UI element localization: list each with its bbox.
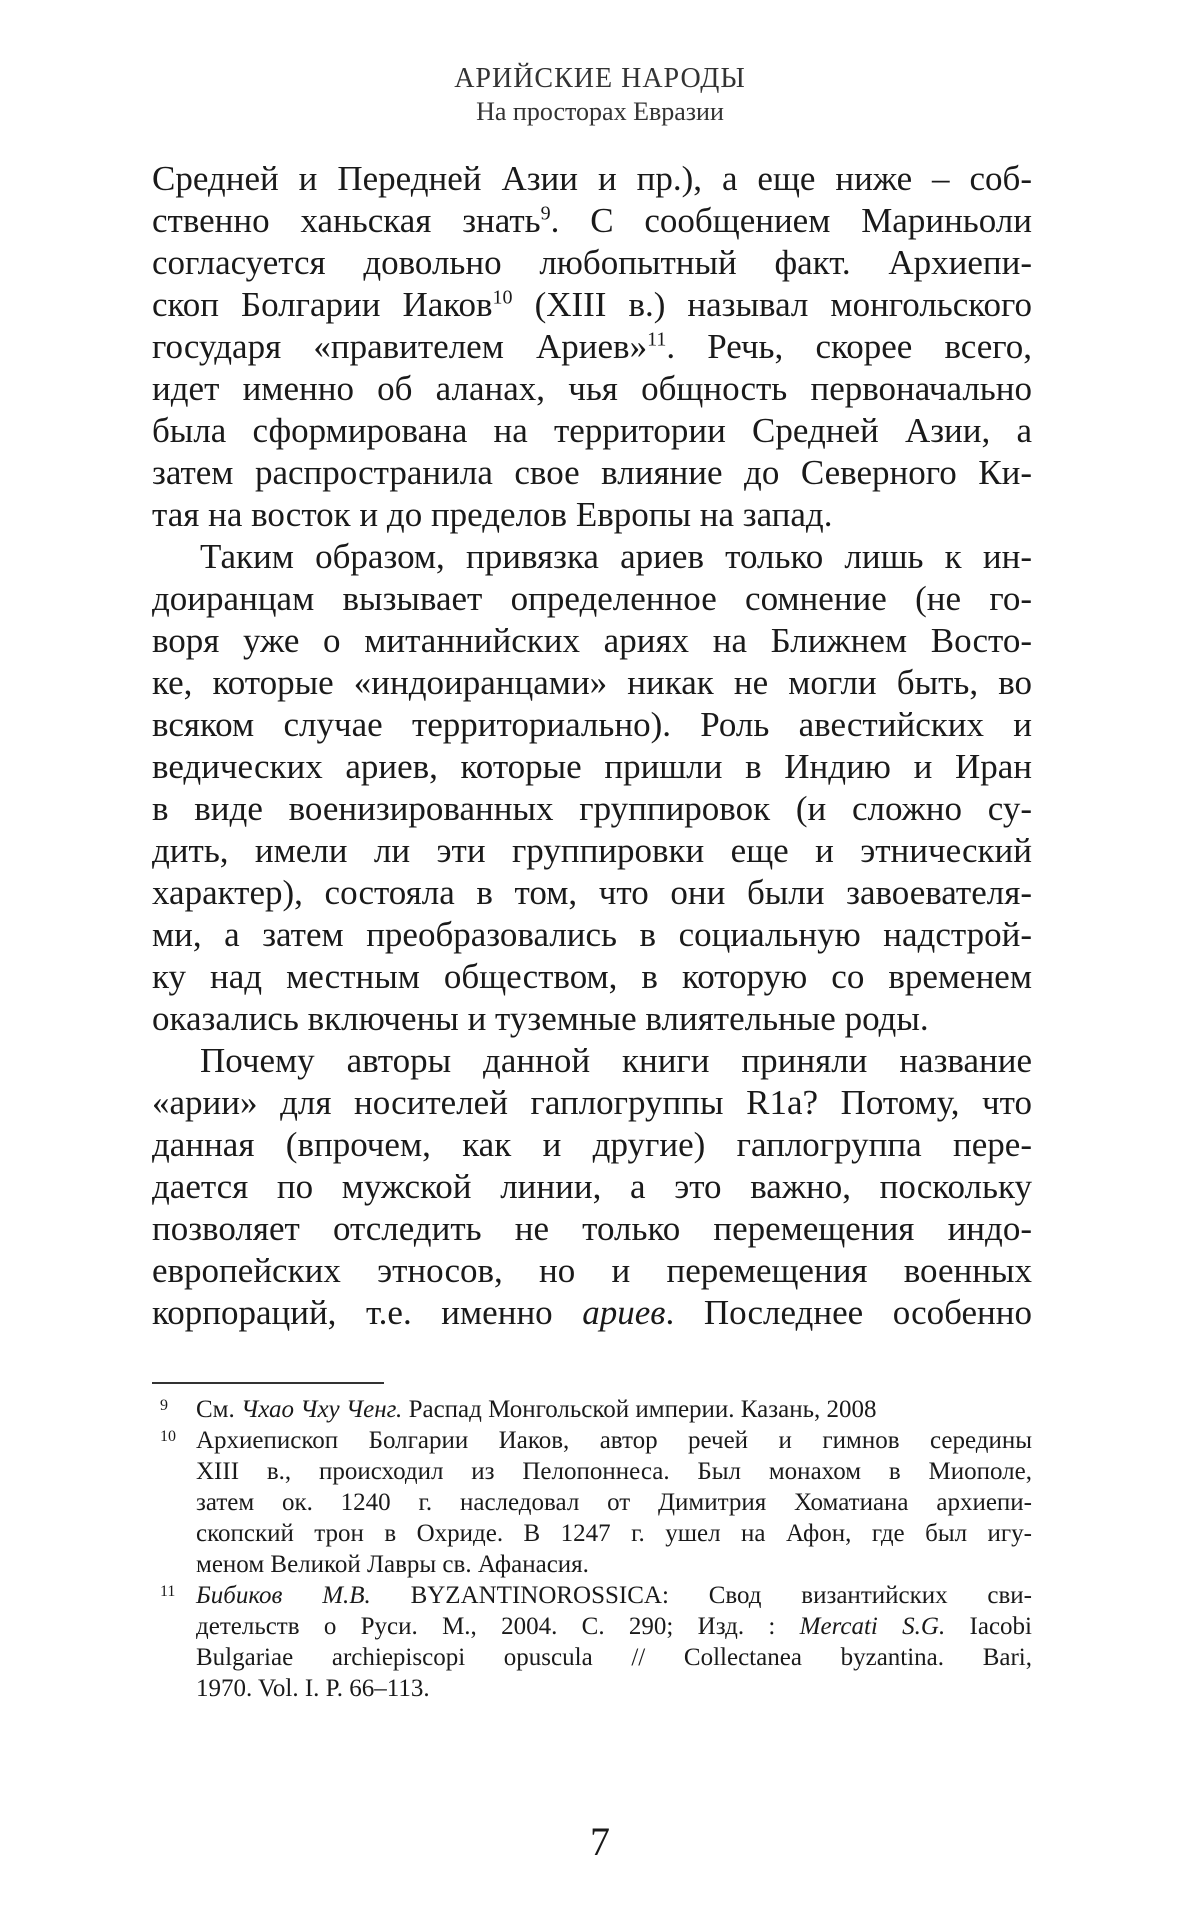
text-line: в виде военизированных группировок (и сложно су-: [152, 789, 1032, 828]
text-line: корпораций, т.е. именно ариев. Последнее особенно: [152, 1293, 1032, 1332]
text-line: позволяет отследить не только перемещения индо-: [152, 1209, 1032, 1248]
text-line: данная (впрочем, как и другие) гаплогруппа пере-: [152, 1125, 1032, 1164]
text-line: оказались включены и туземные влиятельные роды.: [152, 999, 929, 1038]
footnote-line: Архиепископ Болгарии Иаков, автор речей и гимнов середины: [196, 1427, 1032, 1454]
footnote-line: XIII в., происходил из Пелопоннеса. Был монахом в Миополе,: [196, 1458, 1032, 1485]
text-line: идет именно об аланах, чья общность первоначально: [152, 369, 1032, 408]
text-line: государя «правителем Ариев»$^{11}$. Речь, скорее всего,: [152, 327, 1032, 366]
text-line: характер), состояла в том, что они были завоевателя-: [152, 873, 1032, 912]
running-header: [0, 62, 1200, 128]
text-line: ку над местным обществом, в которую со временем: [152, 957, 1032, 996]
book-title: АРИЙСКИЕ НАРОДЫ: [454, 63, 746, 94]
footnote-line: 1970. Vol. I. P. 66–113.: [196, 1675, 430, 1702]
text-line: ведических ариев, которые пришли в Индию и Иран: [152, 747, 1032, 786]
text-line: была сформирована на территории Средней Азии, а: [152, 411, 1032, 450]
footnote-line: детельств о Руси. М., 2004. С. 290; Изд. : Mercati S.G. Iacobi: [196, 1613, 1033, 1640]
footnote-ref[interactable]: 10: [492, 286, 513, 309]
footnote-number: 11: [160, 1583, 176, 1600]
text-line: воря уже о митаннийских ариях на Ближнем Восто-: [152, 621, 1032, 660]
text-line: дается по мужской линии, а это важно, поскольку: [152, 1167, 1032, 1206]
text-line: Средней и Передней Азии и пр.), а еще ниже – соб-: [152, 159, 1032, 198]
footnote-10: [152, 1425, 1032, 1580]
text-line: «арии» для носителей гаплогруппы R1a? Потому, что: [152, 1083, 1032, 1122]
text-line: европейских этносов, но и перемещения военных: [152, 1251, 1032, 1290]
text-line: всяком случае территориально). Роль авестийских и: [152, 705, 1032, 744]
page-number: 7: [590, 1819, 610, 1864]
footnote-ref[interactable]: 9: [540, 202, 551, 225]
text-line: ми, а затем преобразовались в социальную надстрой-: [152, 915, 1032, 954]
text-line: согласуется довольно любопытный факт. Архиепи-: [152, 243, 1032, 282]
text-line: дить, имели ли эти группировки еще и этнический: [152, 831, 1032, 870]
text-line: Таким образом, привязка ариев только лишь к ин-: [200, 537, 1032, 576]
text-line: ке, которые «индоиранцами» никак не могли быть, во: [152, 663, 1032, 702]
footnote-number: 9: [160, 1397, 168, 1414]
main-text: [152, 158, 1032, 1334]
text-line: затем распространила свое влияние до Северного Ки-: [152, 453, 1032, 492]
footnote-9: [152, 1394, 1032, 1425]
text-line: скоп Болгарии Иаков$^{10}$ (XIII в.) называл монгольского: [152, 285, 1032, 324]
footnote-separator: [152, 1382, 384, 1384]
footnote-line: меном Великой Лавры св. Афанасия.: [196, 1551, 589, 1578]
footnote-line: Бибиков М.В. BYZANTINOROSSICA: Свод византийских сви-: [196, 1582, 1032, 1609]
footnote-line: См. Чхао Чху Ченг. Распад Монгольской империи. Казань, 2008: [196, 1396, 877, 1423]
footnote-number: 10: [160, 1428, 176, 1445]
footnote-line: скопский трон в Охриде. В 1247 г. ушел на Афон, где был игу-: [196, 1520, 1032, 1547]
text-line: ственно ханьская знать$^9$. С сообщением Мариньоли: [152, 201, 1033, 240]
footnote-ref[interactable]: 11: [647, 328, 667, 351]
text-line: Почему авторы данной книги приняли название: [200, 1041, 1032, 1080]
text-line: доиранцам вызывает определенное сомнение (не го-: [152, 579, 1032, 618]
footnote-line: Bulgariae archiepiscopi opuscula // Collectanea byzantina. Bari,: [196, 1644, 1032, 1671]
footnotes: [152, 1394, 1032, 1704]
text-line: тая на восток и до пределов Европы на запад.: [152, 495, 833, 534]
footnote-11: [152, 1580, 1032, 1704]
book-subtitle: На просторах Евразии: [476, 97, 724, 126]
footnote-line: затем ок. 1240 г. наследовал от Димитрия Хоматиана архиепи-: [196, 1489, 1032, 1516]
